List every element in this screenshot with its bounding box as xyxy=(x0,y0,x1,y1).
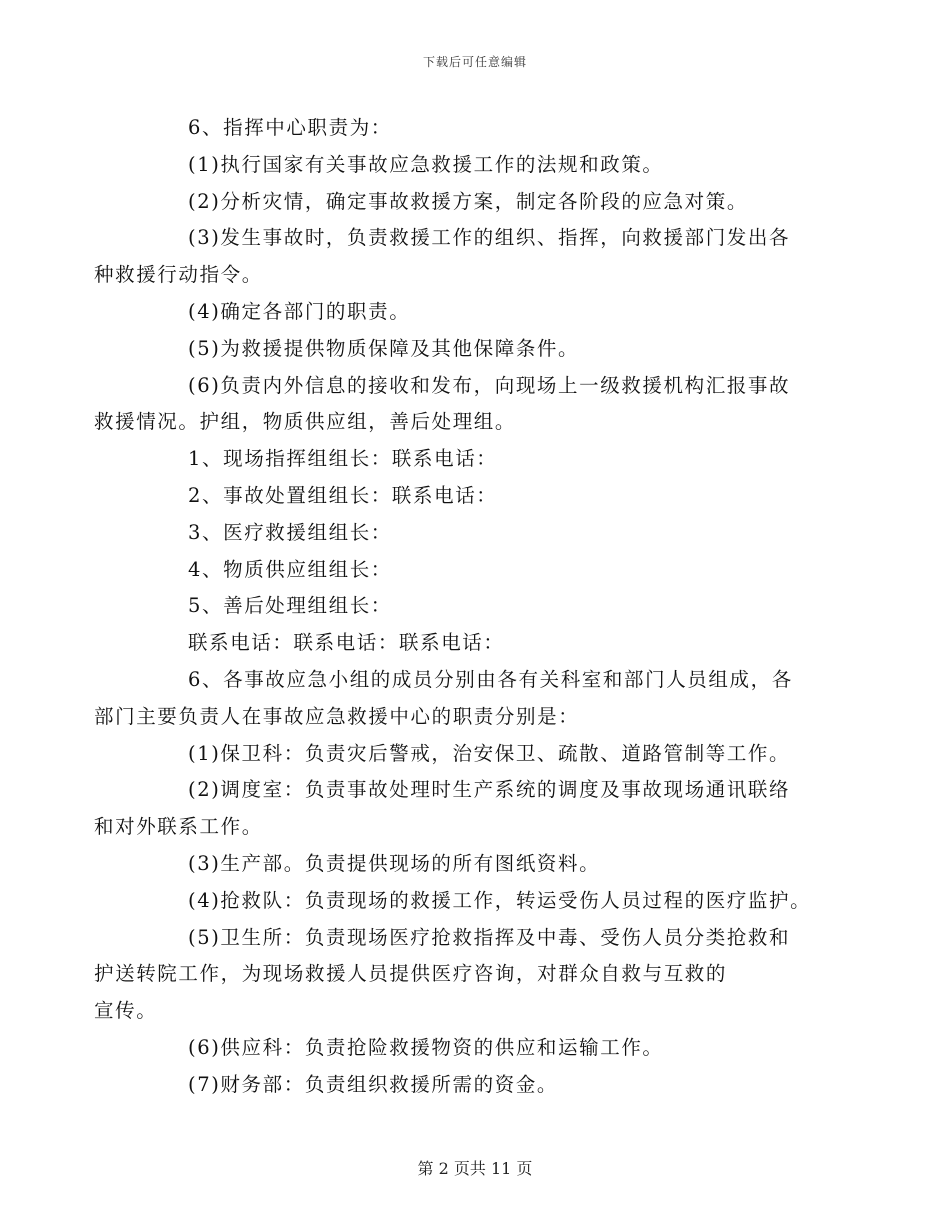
paragraph xyxy=(141,478,831,515)
paragraph xyxy=(141,1067,831,1104)
paragraph xyxy=(94,220,831,294)
paragraph-line: (6)负责内外信息的接收和发布，向现场上一级救援机构汇报事故 xyxy=(188,373,791,397)
paragraph-line: 救援情况。护组，物质供应组，善后处理组。 xyxy=(94,410,517,434)
document-body xyxy=(94,110,831,1104)
paragraph xyxy=(141,736,831,773)
paragraph xyxy=(141,184,831,221)
paragraph-line: 4、物质供应组组长： xyxy=(188,557,392,581)
paragraph-line: 6、各事故应急小组的成员分别由各有关科室和部门人员组成，各 xyxy=(188,667,793,691)
paragraph xyxy=(141,846,831,883)
paragraph-line: 宣传。 xyxy=(94,999,158,1023)
paragraph-line: (4)抢救队：负责现场的救援工作，转运受伤人员过程的医疗监护。 xyxy=(188,888,812,912)
paragraph-line: (5)为救援提供物质保障及其他保障条件。 xyxy=(188,336,580,360)
paragraph-line: (3)发生事故时，负责救援工作的组织、指挥，向救援部门发出各 xyxy=(188,226,791,250)
paragraph xyxy=(94,772,831,846)
paragraph xyxy=(141,331,831,368)
paragraph-line: 1、现场指挥组组长：联系电话： xyxy=(188,447,498,471)
header-note: 下载后可任意编辑 xyxy=(422,55,527,69)
paragraph xyxy=(94,920,831,1030)
paragraph-line: (1)执行国家有关事故应急救援工作的法规和政策。 xyxy=(188,152,664,176)
paragraph xyxy=(141,147,831,184)
paragraph-line: (3)生产部。负责提供现场的所有图纸资料。 xyxy=(188,851,601,875)
paragraph-line: (7)财务部：负责组织救援所需的资金。 xyxy=(188,1072,559,1096)
paragraph xyxy=(141,294,831,331)
paragraph xyxy=(141,110,831,147)
paragraph-line: 和对外联系工作。 xyxy=(94,815,263,839)
paragraph xyxy=(141,552,831,589)
paragraph xyxy=(141,625,831,662)
paragraph-line: 2、事故处置组组长：联系电话： xyxy=(188,483,498,507)
paragraph xyxy=(141,1030,831,1067)
paragraph-line: (1)保卫科：负责灾后警戒，治安保卫、疏散、道路管制等工作。 xyxy=(188,741,791,765)
paragraph-line: (2)分析灾情，确定事故救援方案，制定各阶段的应急对策。 xyxy=(188,189,748,213)
paragraph-line: 5、善后处理组组长： xyxy=(188,594,392,618)
paragraph-line: 部门主要负责人在事故应急救援中心的职责分别是： xyxy=(94,704,580,728)
paragraph xyxy=(141,441,831,478)
paragraph-line: (6)供应科：负责抢险救援物资的供应和运输工作。 xyxy=(188,1035,664,1059)
paragraph xyxy=(94,368,831,442)
paragraph-line: 3、医疗救援组组长： xyxy=(188,520,392,544)
paragraph-line: 联系电话：联系电话：联系电话： xyxy=(188,631,505,655)
paragraph-line: (2)调度室：负责事故处理时生产系统的调度及事故现场通讯联络 xyxy=(188,778,791,802)
paragraph-line: (4)确定各部门的职责。 xyxy=(188,299,411,323)
paragraph-line: 6、指挥中心职责为： xyxy=(188,116,392,139)
page-number: 第 2 页共 11 页 xyxy=(417,1159,533,1178)
paragraph xyxy=(141,515,831,552)
paragraph-line: (5)卫生所：负责现场医疗抢救指挥及中毒、受伤人员分类抢救和 xyxy=(188,925,791,949)
paragraph xyxy=(141,883,831,920)
paragraph-line: 护送转院工作，为现场救援人员提供医疗咨询，对群众自救与互救的 xyxy=(94,962,728,986)
paragraph xyxy=(141,588,831,625)
paragraph xyxy=(94,662,831,736)
paragraph-line: 种救援行动指令。 xyxy=(94,263,263,287)
